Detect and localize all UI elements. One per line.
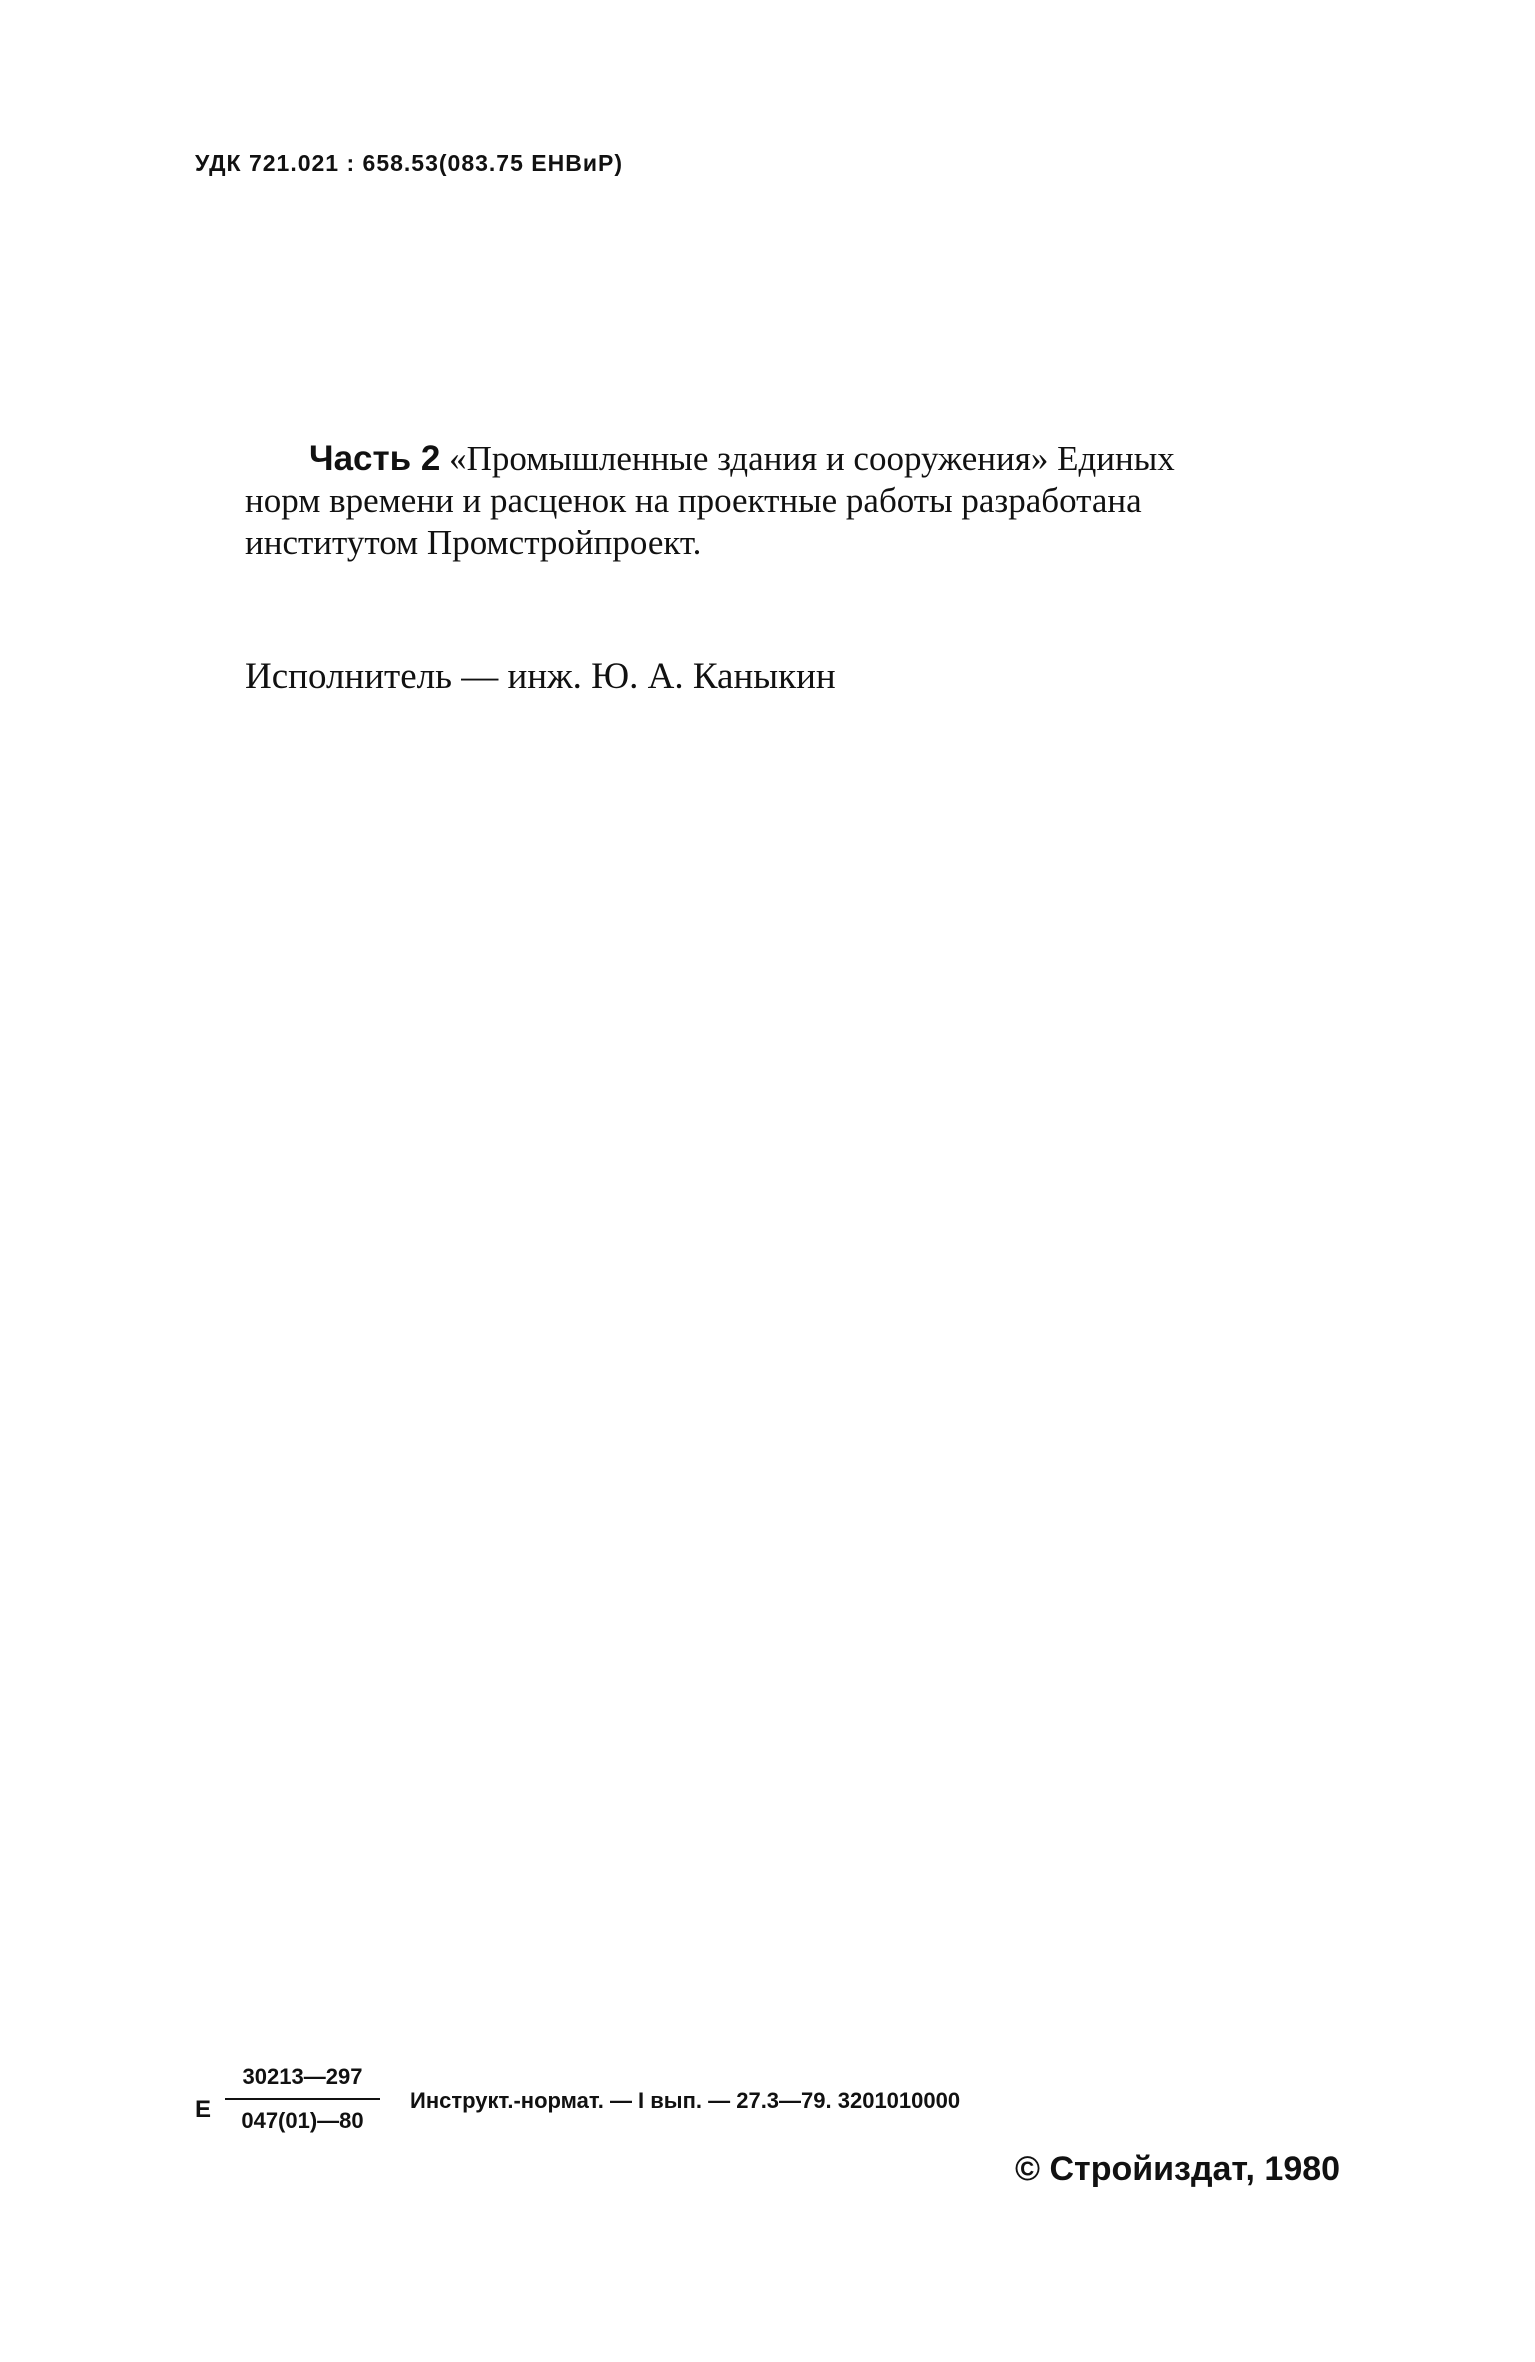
imprint-code	[195, 2060, 1195, 2150]
imprint-fraction	[225, 2060, 380, 2138]
imprint-letter: Е	[195, 2096, 212, 2123]
abstract-line-3: институтом Промстройпроект.	[245, 523, 702, 562]
udk-classification: УДК 721.021 : 658.53(083.75 ЕНВиР)	[195, 150, 623, 176]
imprint-denominator: 047(01)—80	[241, 2108, 364, 2133]
abstract-line-1-rest: «Промышленные здания и сооружения» Единых	[440, 439, 1175, 478]
executor-credit: Исполнитель — инж. Ю. А. Каныкин	[245, 656, 836, 697]
abstract-paragraph	[245, 438, 1315, 564]
abstract-line-2: норм времени и расценок на проектные работы разработана	[245, 481, 1142, 520]
imprint-numerator: 30213—297	[242, 2064, 363, 2089]
abstract-lead: Часть 2	[309, 439, 441, 478]
imprint-info: Инструкт.-нормат. — I вып. — 27.3—79. 3201010000	[410, 2088, 961, 2113]
copyright-notice: © Стройиздат, 1980	[1015, 2150, 1341, 2188]
fraction-bar	[225, 2098, 380, 2100]
abstract-line-1	[245, 438, 1315, 480]
